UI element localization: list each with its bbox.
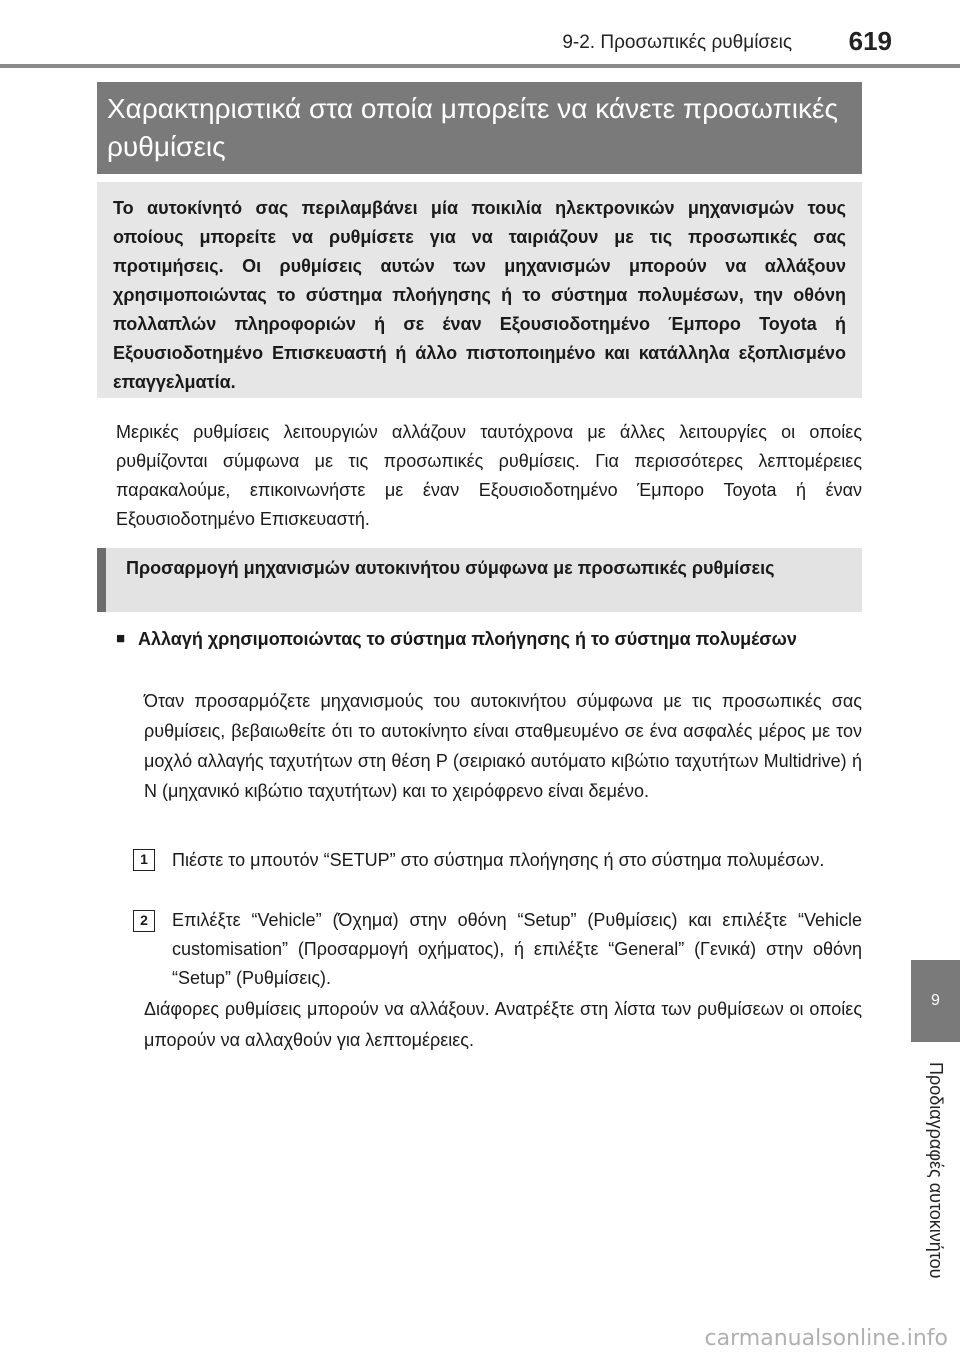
chapter-tab: 9 bbox=[911, 960, 960, 1042]
note-paragraph: Μερικές ρυθμίσεις λειτουργιών αλλάζουν ταυτόχρονα με άλλες λειτουργίες οι οποίες ρυθμίζονται σύμφωνα με τις προσωπικές ρυθμίσεις. Για περισσότερες λεπτομέρειες παρακαλούμε, επικοινωνήστε με έναν Εξουσιοδοτημένο Έμπορο Toyota ή έναν Εξουσιοδοτημένο Επισκευαστή. bbox=[116, 422, 862, 529]
chapter-label: Προδιαγραφές αυτοκινήτου bbox=[926, 1061, 946, 1279]
header-rule bbox=[0, 64, 960, 68]
closing-paragraph: Διάφορες ρυθμίσεις μπορούν να αλλάξουν. Ανατρέξτε στη λίστα των ρυθμίσεων οι οποίες μπορούν να αλλαχθούν για λεπτομέρειες. bbox=[144, 999, 862, 1050]
page-number: 619 bbox=[848, 26, 892, 56]
bullet-heading bbox=[116, 624, 862, 654]
subheading: Προσαρμογή μηχανισμών αυτοκινήτου σύμφωνα με προσωπικές ρυθμίσεις bbox=[97, 548, 862, 612]
page-title: Χαρακτηριστικά στα οποία μπορείτε να κάνετε προσωπικές ρυθμίσεις bbox=[97, 82, 862, 174]
step-text: Πιέστε το μπουτόν “SETUP” στο σύστημα πλοήγησης ή στο σύστημα πολυμέσων. bbox=[172, 850, 825, 870]
step-text: Επιλέξτε “Vehicle” (Όχημα) στην οθόνη “Setup” (Ρυθμίσεις) και επιλέξτε “Vehicle customisation” (Προσαρμογή οχήματος), ή επιλέξτε “General” (Γενικά) στην οθόνη “Setup” (Ρυθμίσεις). bbox=[172, 910, 862, 988]
page-header bbox=[0, 22, 960, 62]
step-number-badge: 1 bbox=[133, 849, 155, 871]
square-bullet-icon: ■ bbox=[116, 630, 126, 647]
intro-box: Το αυτοκίνητό σας περιλαμβάνει μία ποικιλία ηλεκτρονικών μηχανισμών τους οποίους μπορείτε να ρυθμίσετε για να ταιριάζουν με τις προσωπικές σας προτιμήσεις. Οι ρυθμίσεις αυτών των μηχανισμών μπορούν να αλλάξουν χρησιμοποιώντας το σύστημα πλοήγησης ή το σύστημα πολυμέσων, την οθόνη πολλαπλών πληροφοριών ή σε έναν Εξουσιοδοτημένο Έμπορο Toyota ή Εξουσιοδοτημένο Επισκευαστή ή άλλο πιστοποιημένο και κατάλληλα εξοπλισμένο επαγγελματία. bbox=[97, 182, 862, 398]
watermark: carmanualsonline.info bbox=[704, 1326, 948, 1351]
bullet-heading-text: Αλλαγή χρησιμοποιώντας το σύστημα πλοήγησης ή το σύστημα πολυμέσων bbox=[138, 629, 797, 649]
step-number-badge: 2 bbox=[133, 910, 155, 932]
bullet-body: Όταν προσαρμόζετε μηχανισμούς του αυτοκινήτου σύμφωνα με τις προσωπικές σας ρυθμίσεις, βεβαιωθείτε ότι το αυτοκίνητο είναι σταθμευμένο σε ένα ασφαλές μέρος με τον μοχλό αλλαγής ταχυτήτων στη θέση P (σειριακό αυτόματο κιβώτιο ταχυτήτων Multidrive) ή N (μηχανικό κιβώτιο ταχυτήτων) και το χειρόφρενο είναι δεμένο. bbox=[144, 691, 862, 801]
section-label: 9-2. Προσωπικές ρυθμίσεις bbox=[562, 32, 792, 53]
